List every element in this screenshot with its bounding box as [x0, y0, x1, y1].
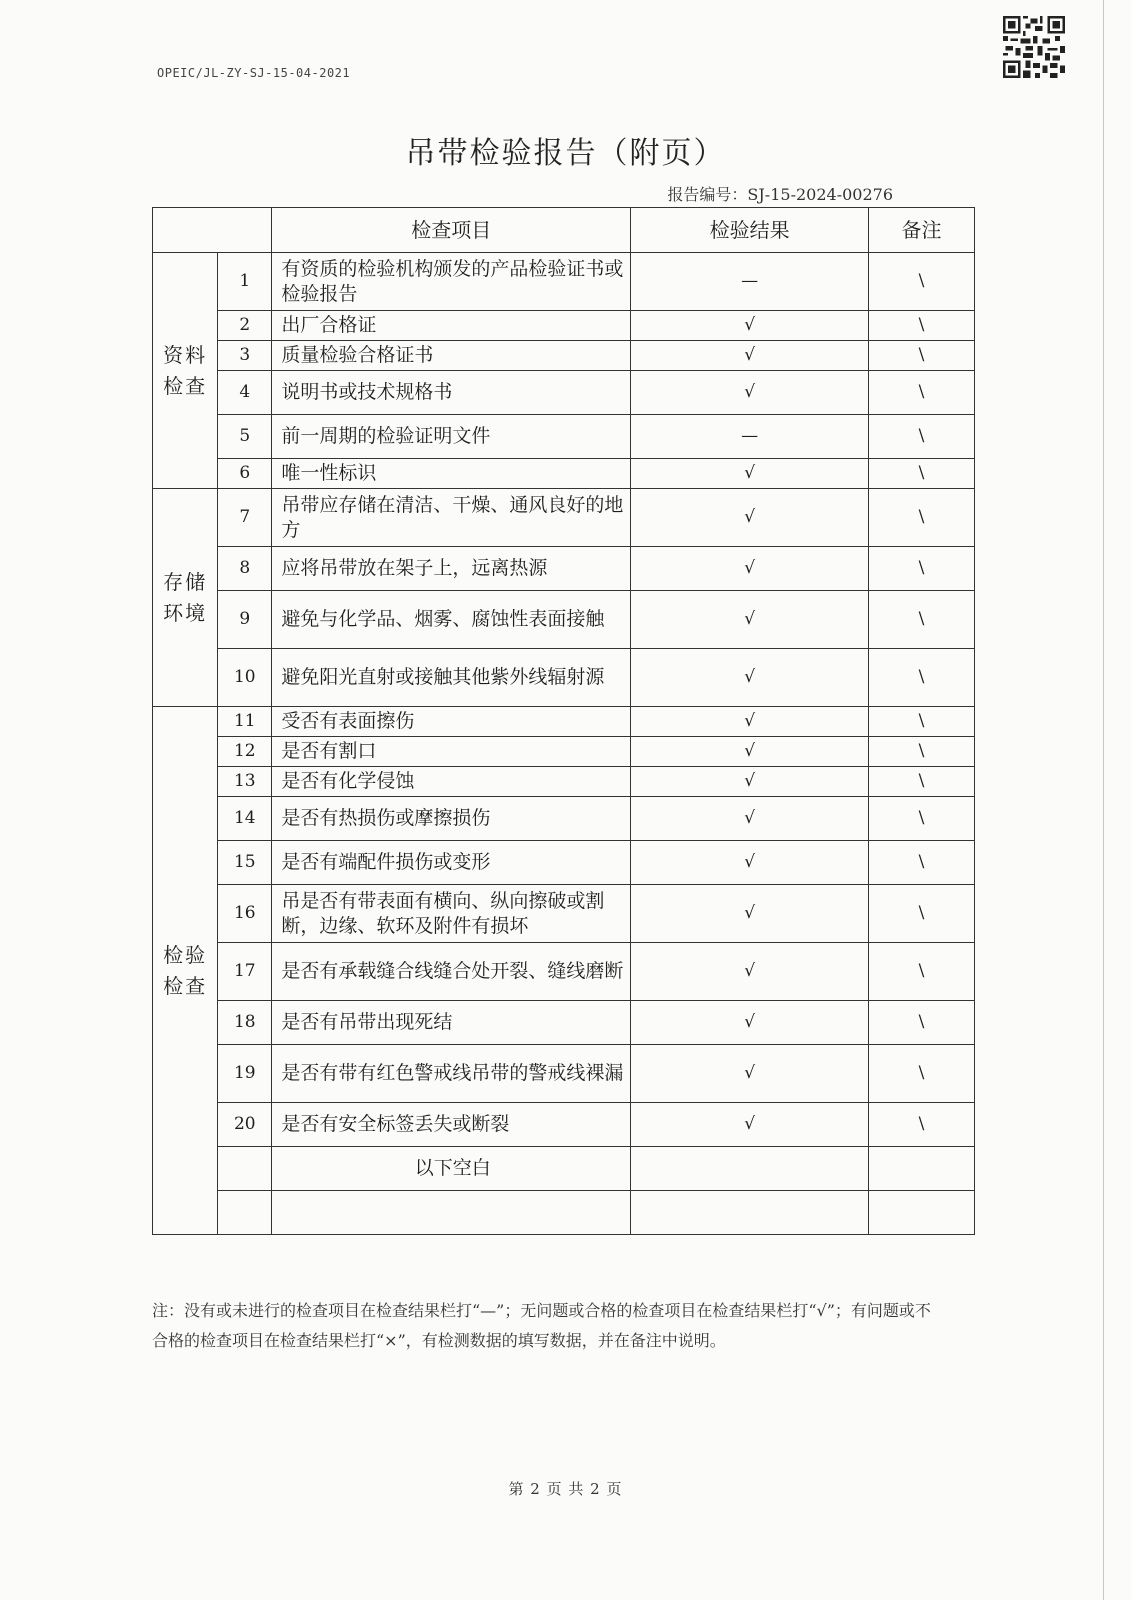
remark-cell: \ [868, 797, 974, 841]
remark-cell: \ [868, 737, 974, 767]
row-number-cell: 10 [218, 649, 272, 707]
item-cell: 是否有割口 [272, 737, 631, 767]
result-cell: √ [631, 943, 869, 1001]
table-row [153, 1045, 975, 1103]
row-number-cell: 4 [218, 371, 272, 415]
item-cell: 是否有安全标签丢失或断裂 [272, 1103, 631, 1147]
remark-cell: \ [868, 943, 974, 1001]
item-cell: 质量检验合格证书 [272, 341, 631, 371]
item-cell: 是否有化学侵蚀 [272, 767, 631, 797]
table-row [153, 707, 975, 737]
item-cell: 吊带应存储在清洁、干燥、通风良好的地方 [272, 489, 631, 547]
remark-cell: \ [868, 649, 974, 707]
item-cell: 出厂合格证 [272, 311, 631, 341]
result-cell: √ [631, 737, 869, 767]
row-number-cell: 15 [218, 841, 272, 885]
table-row [153, 841, 975, 885]
remark-cell: \ [868, 341, 974, 371]
row-number-cell: 5 [218, 415, 272, 459]
row-number-cell: 14 [218, 797, 272, 841]
footnote: 注：没有或未进行的检查项目在检查结果栏打“—”；无问题或合格的检查项目在检查结果栏打“√”；有问题或不合格的检查项目在检查结果栏打“×”，有检测数据的填写数据，并在备注中说明。 [152, 1301, 931, 1350]
row-number-cell: 3 [218, 341, 272, 371]
result-cell: — [631, 415, 869, 459]
header-blank-cell [153, 208, 272, 253]
table-row [153, 737, 975, 767]
remark-cell: \ [868, 707, 974, 737]
table-row [153, 767, 975, 797]
table-row [153, 1191, 975, 1235]
row-number-cell: 20 [218, 1103, 272, 1147]
row-number-cell: 1 [218, 253, 272, 311]
item-cell: 是否有承载缝合线缝合处开裂、缝线磨断 [272, 943, 631, 1001]
row-number-cell: 12 [218, 737, 272, 767]
item-cell: 是否有吊带出现死结 [272, 1001, 631, 1045]
result-cell: √ [631, 885, 869, 943]
table-row [153, 311, 975, 341]
item-cell: 以下空白 [272, 1147, 631, 1191]
remark-cell: \ [868, 489, 974, 547]
remark-cell: \ [868, 459, 974, 489]
result-cell: √ [631, 1001, 869, 1045]
row-number-cell: 6 [218, 459, 272, 489]
table-row [153, 547, 975, 591]
item-cell: 避免与化学品、烟雾、腐蚀性表面接触 [272, 591, 631, 649]
report-number: 报告编号：SJ-15-2024-00276 [667, 185, 893, 204]
item-cell: 是否有热损伤或摩擦损伤 [272, 797, 631, 841]
row-number-cell [218, 1191, 272, 1235]
result-cell: √ [631, 547, 869, 591]
table-row [153, 591, 975, 649]
result-cell [631, 1191, 869, 1235]
item-cell: 吊是否有带表面有横向、纵向擦破或割断，边缘、软环及附件有损坏 [272, 885, 631, 943]
remark-cell: \ [868, 591, 974, 649]
row-number-cell: 11 [218, 707, 272, 737]
table-row [153, 415, 975, 459]
header-result: 检验结果 [631, 208, 869, 253]
category-cell: 存储 环境 [153, 489, 218, 707]
item-cell: 前一周期的检验证明文件 [272, 415, 631, 459]
item-cell: 是否有端配件损伤或变形 [272, 841, 631, 885]
result-cell: — [631, 253, 869, 311]
remark-cell: \ [868, 885, 974, 943]
result-cell: √ [631, 311, 869, 341]
item-cell: 受否有表面擦伤 [272, 707, 631, 737]
remark-cell: \ [868, 253, 974, 311]
result-cell: √ [631, 649, 869, 707]
item-cell: 有资质的检验机构颁发的产品检验证书或检验报告 [272, 253, 631, 311]
table-row [153, 459, 975, 489]
item-cell: 是否有带有红色警戒线吊带的警戒线裸漏 [272, 1045, 631, 1103]
table-row [153, 797, 975, 841]
remark-cell [868, 1147, 974, 1191]
result-cell [631, 1147, 869, 1191]
remark-cell: \ [868, 371, 974, 415]
result-cell: √ [631, 489, 869, 547]
page-number: 第 2 页 共 2 页 [508, 1480, 623, 1498]
remark-cell: \ [868, 767, 974, 797]
item-cell: 避免阳光直射或接触其他紫外线辐射源 [272, 649, 631, 707]
remark-cell: \ [868, 415, 974, 459]
report-title: 吊带检验报告（附页） [405, 136, 726, 171]
row-number-cell: 16 [218, 885, 272, 943]
result-cell: √ [631, 1045, 869, 1103]
table-header-row [153, 208, 975, 253]
row-number-cell: 13 [218, 767, 272, 797]
table-row [153, 1001, 975, 1045]
remark-cell: \ [868, 547, 974, 591]
result-cell: √ [631, 371, 869, 415]
result-cell: √ [631, 707, 869, 737]
category-cell: 资料 检查 [153, 253, 218, 489]
header-item: 检查项目 [272, 208, 631, 253]
row-number-cell: 9 [218, 591, 272, 649]
remark-cell: \ [868, 1045, 974, 1103]
remark-cell: \ [868, 311, 974, 341]
table-row [153, 253, 975, 311]
row-number-cell: 8 [218, 547, 272, 591]
row-number-cell: 17 [218, 943, 272, 1001]
item-cell [272, 1191, 631, 1235]
table-row [153, 489, 975, 547]
table-row [153, 1147, 975, 1191]
table-row [153, 649, 975, 707]
table-row [153, 371, 975, 415]
inspection-table [152, 207, 975, 1235]
result-cell: √ [631, 341, 869, 371]
table-row [153, 943, 975, 1001]
table-row [153, 341, 975, 371]
page-edge-line [1103, 0, 1104, 1600]
category-cell: 检验 检查 [153, 707, 218, 1235]
row-number-cell: 19 [218, 1045, 272, 1103]
row-number-cell: 18 [218, 1001, 272, 1045]
row-number-cell: 7 [218, 489, 272, 547]
row-number-cell: 2 [218, 311, 272, 341]
item-cell: 唯一性标识 [272, 459, 631, 489]
remark-cell: \ [868, 841, 974, 885]
result-cell: √ [631, 459, 869, 489]
result-cell: √ [631, 841, 869, 885]
item-cell: 说明书或技术规格书 [272, 371, 631, 415]
result-cell: √ [631, 797, 869, 841]
result-cell: √ [631, 591, 869, 649]
header-remark: 备注 [868, 208, 974, 253]
remark-cell [868, 1191, 974, 1235]
table-row [153, 1103, 975, 1147]
result-cell: √ [631, 767, 869, 797]
remark-cell: \ [868, 1001, 974, 1045]
remark-cell: \ [868, 1103, 974, 1147]
row-number-cell [218, 1147, 272, 1191]
item-cell: 应将吊带放在架子上，远离热源 [272, 547, 631, 591]
table-row [153, 885, 975, 943]
document-code: OPEIC/JL-ZY-SJ-15-04-2021 [157, 66, 351, 80]
qr-code-icon [1003, 16, 1065, 78]
result-cell: √ [631, 1103, 869, 1147]
